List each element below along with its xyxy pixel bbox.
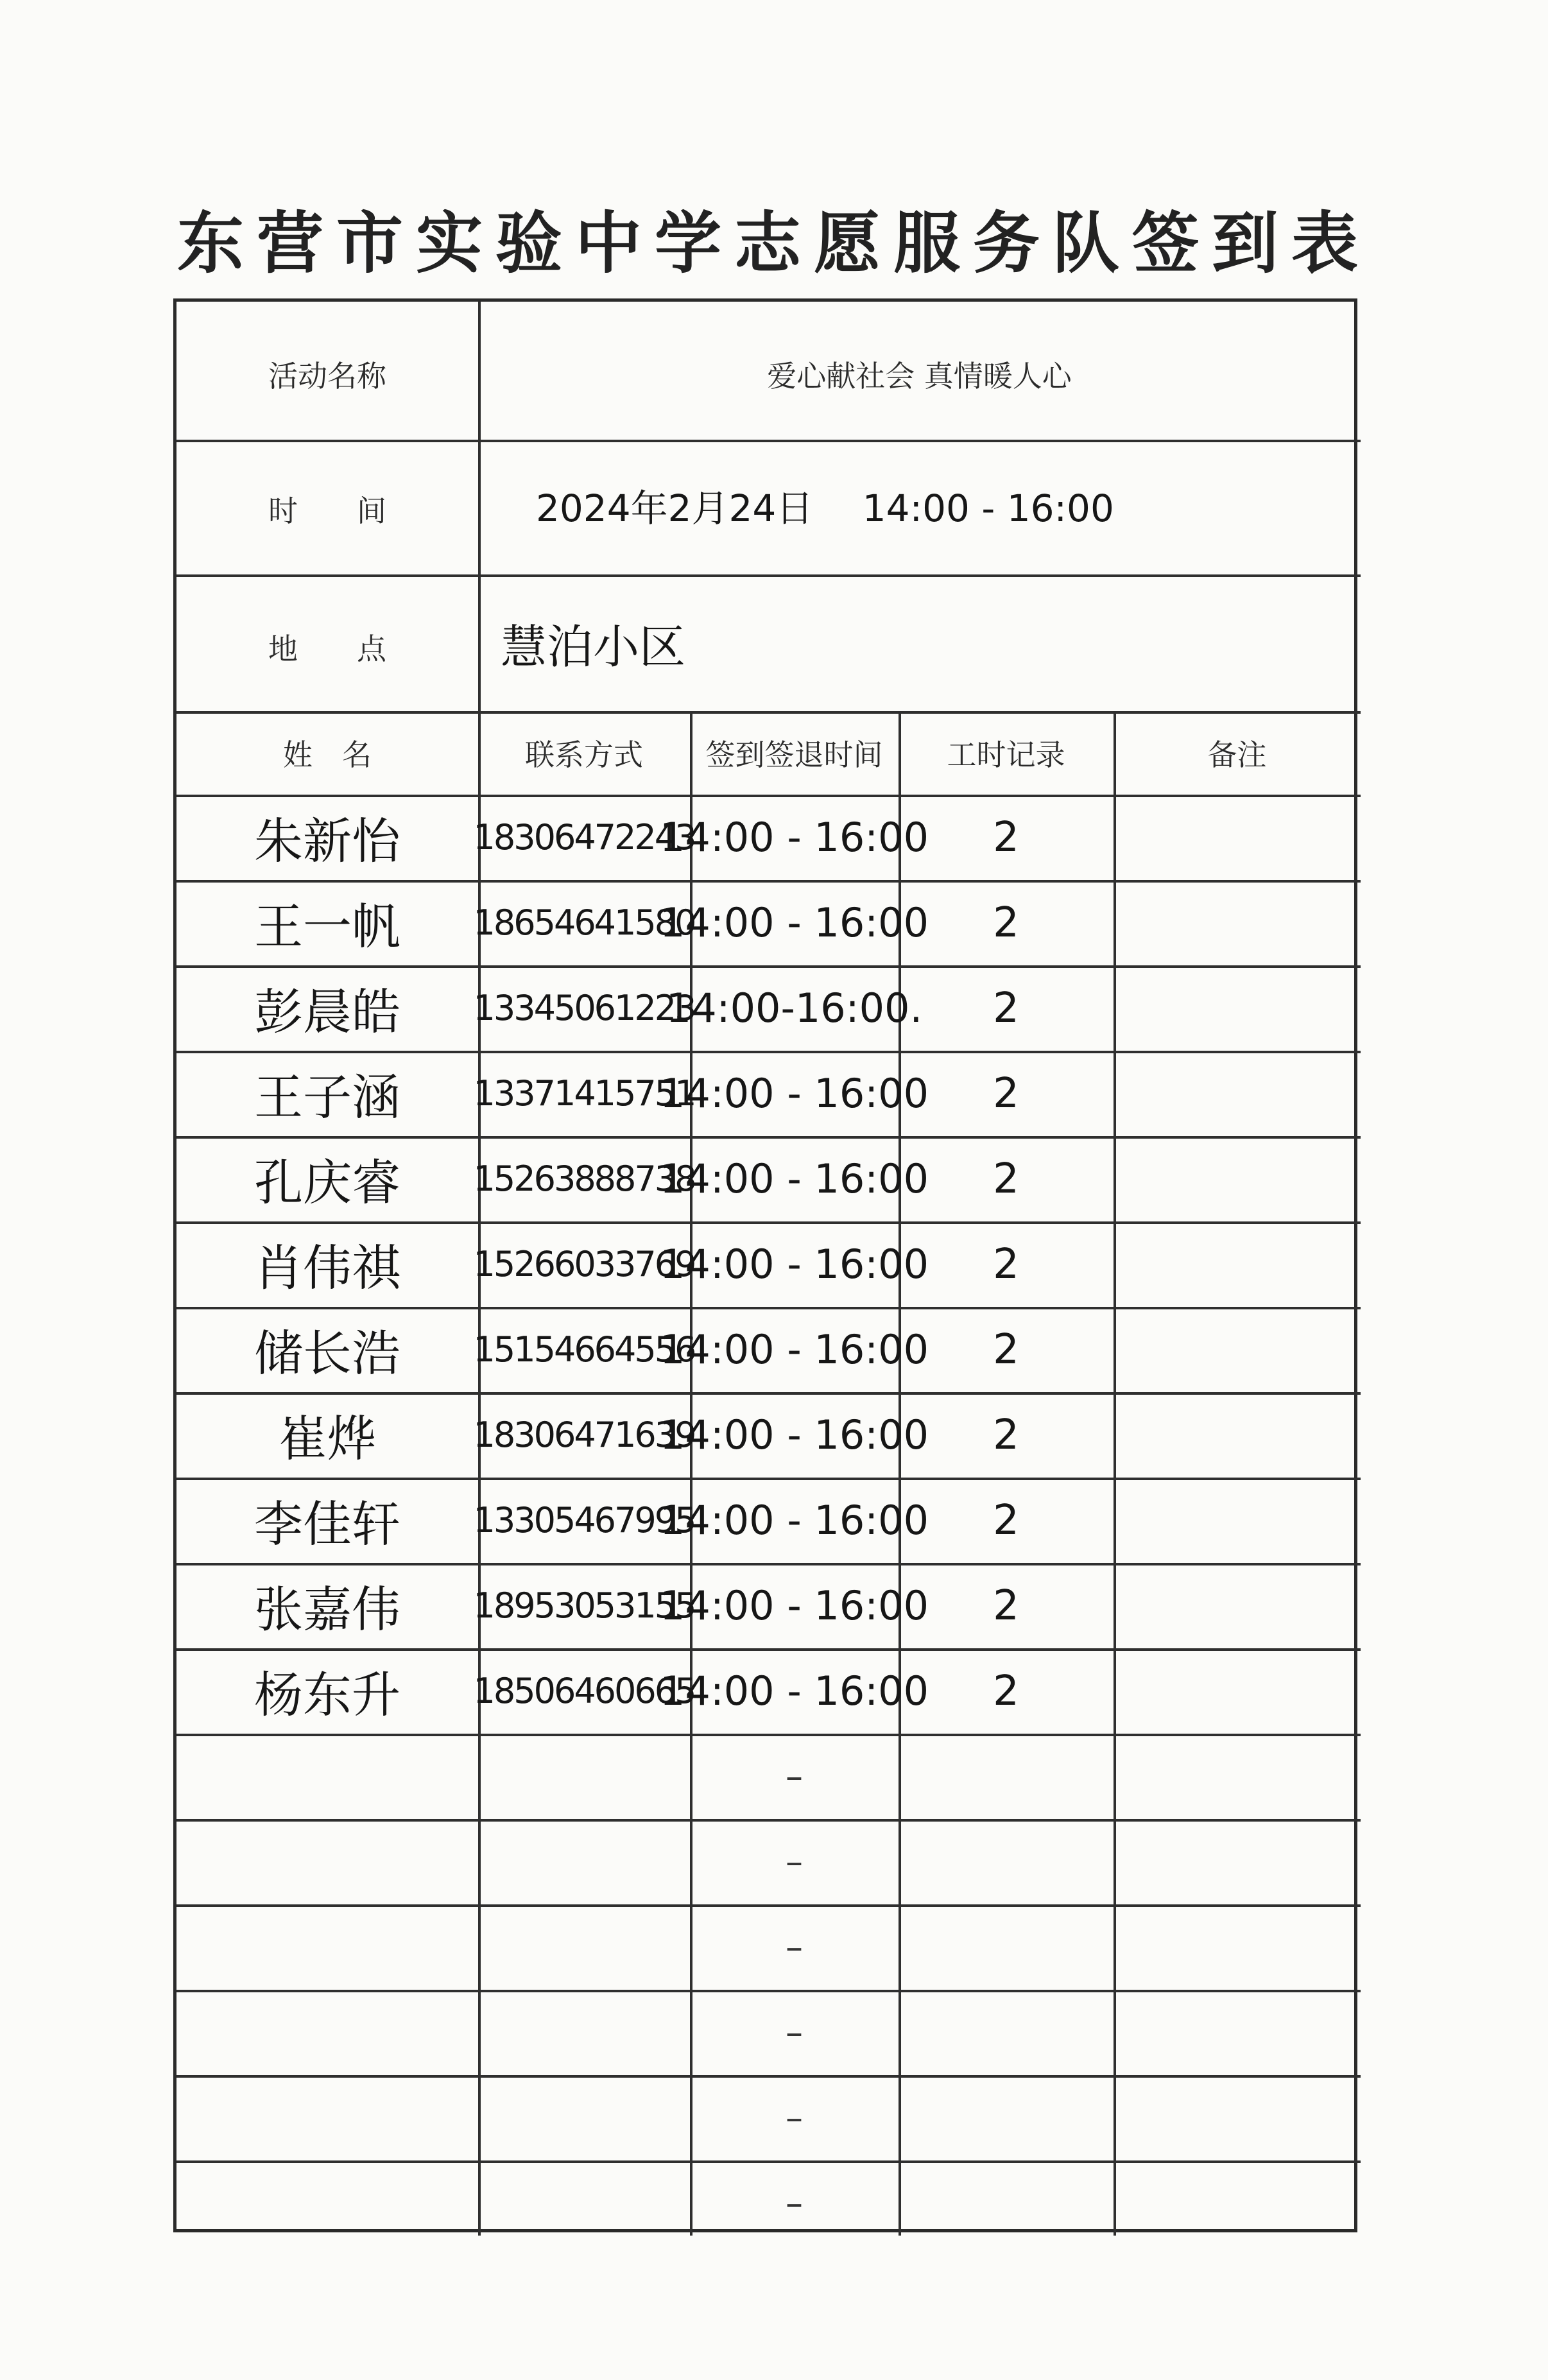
hours-cell: 2 [993,1667,1019,1715]
hours-cell: 2 [993,813,1019,861]
time-cell: 14:00 - 16:00 [659,1155,929,1202]
name-cell: 李佳轩 [254,1496,400,1553]
time-cell: 14:00 - 16:00 [659,1070,929,1117]
note-cell [1114,1563,1361,1648]
note-cell [1114,1136,1361,1221]
time-value: 2024年2月24日 14:00 - 16:00 [536,487,1114,530]
name-cell: 王子涵 [254,1069,400,1126]
phone-cell: 15154664556 [473,1329,695,1370]
phone-cell: 18506460665 [473,1671,695,1711]
row-divider [176,574,1361,577]
name-cell: 储长浩 [254,1325,400,1382]
hours-cell: 2 [993,984,1019,1032]
hours-cell: 2 [993,1069,1019,1117]
hours-cell: 2 [993,1155,1019,1203]
time-cell: 14:00 - 16:00 [659,1241,929,1288]
time-cell: – [786,1841,803,1882]
note-cell [1114,795,1361,880]
note-cell [1114,1221,1361,1307]
time-cell: – [786,1756,803,1797]
hours-cell: 2 [993,1240,1019,1288]
note-cell [1114,1392,1361,1478]
phone-cell: 13305467995 [473,1500,695,1540]
phone-cell: 15263888738 [473,1159,695,1199]
activity-label: 活动名称 [268,359,386,393]
note-cell [1114,1051,1361,1136]
name-cell: 王一帆 [254,898,400,955]
name-cell: 朱新怡 [254,813,400,870]
phone-cell: 18953053155 [473,1585,695,1626]
time-cell: 14:00 - 16:00 [659,899,929,946]
note-cell [1114,1478,1361,1563]
note-cell [1114,1648,1361,1734]
hours-cell: 2 [993,1582,1019,1630]
time-cell: 14:00 - 16:00 [659,1668,929,1714]
col-header-name: 姓 名 [283,737,372,772]
time-cell: – [786,2012,803,2053]
time-cell: 14:00 - 16:00 [659,1326,929,1373]
phone-cell: 13371415751 [473,1073,695,1114]
phone-cell: 18306472243 [473,817,695,858]
phone-cell: 13345061223 [473,988,695,1028]
phone-cell: 18306471639 [473,1415,695,1455]
name-cell: 彭晨皓 [254,983,400,1040]
phone-cell: 18654641580 [473,902,695,943]
name-cell: 肖伟祺 [254,1239,400,1297]
hours-cell: 2 [993,1496,1019,1544]
col-header-note: 备注 [1207,737,1267,772]
sign-in-sheet [173,298,1357,2232]
name-cell: 杨东升 [254,1666,400,1723]
note-cell [1114,965,1361,1051]
page-title: 东营市实验中学志愿服务队签到表 [176,204,1371,282]
row-divider [176,440,1361,442]
time-cell: – [786,1927,803,1967]
activity-value: 爱心献社会 真情暖人心 [767,359,1072,393]
time-cell: 14:00-16:00. [666,985,923,1031]
time-cell: – [786,2183,803,2223]
phone-cell: 15266033769 [473,1244,695,1284]
note-cell [1114,1307,1361,1392]
time-cell: 14:00 - 16:00 [659,814,929,861]
col-header-contact: 联系方式 [525,737,643,772]
note-cell [1114,880,1361,965]
time-cell: 14:00 - 16:00 [659,1411,929,1458]
time-label: 时 间 [268,494,386,528]
hours-cell: 2 [993,1411,1019,1459]
name-cell: 崔烨 [279,1410,376,1467]
row-divider [176,711,1361,714]
time-cell: – [786,2098,803,2138]
name-cell: 孔庆睿 [254,1154,400,1211]
hours-cell: 2 [993,1325,1019,1374]
col-header-hours: 工时记录 [947,737,1065,772]
name-cell: 张嘉伟 [254,1581,400,1638]
col-header-time: 签到签退时间 [705,737,883,772]
time-cell: 14:00 - 16:00 [659,1497,929,1544]
time-cell: 14:00 - 16:00 [659,1582,929,1629]
place-label: 地 点 [268,632,386,666]
place-value: 慧泊小区 [501,620,686,674]
hours-cell: 2 [993,899,1019,947]
